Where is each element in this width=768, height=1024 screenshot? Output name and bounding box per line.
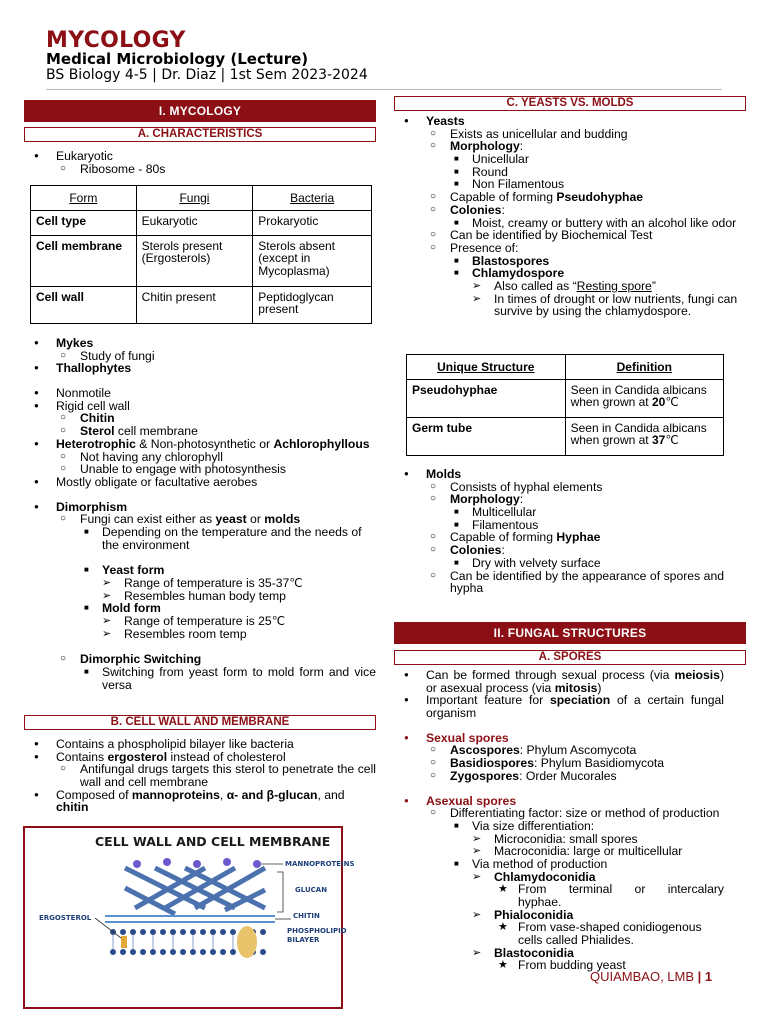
list-item: ■ Depending on the temperature and the needs of the environment	[102, 526, 376, 551]
list-item: ★ From terminal or intercalary hyphae.	[518, 883, 724, 908]
label-chitin: CHITIN	[293, 912, 320, 920]
page-meta: BS Biology 4-5 | Dr. Diaz | 1st Sem 2023-2024	[46, 67, 368, 83]
list-item: ● Mykes ○ Study of fungi	[56, 337, 376, 362]
list-item: ● Contains a phospholipid bilayer like bacteria	[56, 738, 376, 751]
list-item: ● Heterotrophic & Non-photosynthetic or Achlorophyllous ○ Not having any chlorophyll ○ Unable to engage with photosynthesis	[56, 438, 376, 476]
list-item: ➢ Range of temperature is 35-37℃	[124, 577, 376, 590]
list-item: ■ Filamentous	[472, 519, 724, 532]
list-item: ● Composed of mannoproteins, α- and β-glucan, and chitin	[56, 789, 376, 814]
table-row: Cell membrane Sterols present (Ergosterols) Sterols absent (except in Mycoplasma)	[31, 236, 372, 287]
list-item: ● Can be formed through sexual process (via meiosis) or asexual process (via mitosis)	[426, 669, 724, 694]
ergosterol-mark	[121, 936, 127, 948]
section-characteristics-label: A. CHARACTERISTICS	[137, 127, 263, 140]
table-header: Bacteria	[253, 186, 372, 211]
table-row: Cell wall Chitin present Peptidoglycan present	[31, 287, 372, 324]
list-item: ➢ Phialoconidia ★ From vase-shaped conidiogenous cells called Phialides.	[494, 909, 724, 947]
list-item: ● Contains ergosterol instead of cholesterol ○ Antifungal drugs targets this sterol to penetrate the cell wall and cell membrane	[56, 751, 376, 789]
section-fungal-structures-bar	[394, 622, 746, 644]
list-item: ■ Blastospores	[472, 255, 738, 268]
list-item: ➢ Resembles human body temp	[124, 590, 376, 603]
list-item: ○ Morphology: ■ Multicellular ■ Filamentous	[450, 493, 724, 531]
list-item: ○ Capable of forming Pseudohyphae	[450, 191, 738, 204]
list-item: ● Mostly obligate or facultative aerobes	[56, 476, 376, 489]
list-item: ➢ Microconidia: small spores	[494, 833, 724, 846]
molds-list	[394, 468, 724, 595]
section-characteristics-bar	[24, 127, 376, 142]
section-spores-label: A. SPORES	[538, 650, 602, 663]
list-item: ● Dimorphism ○ Fungi can exist either as yeast or molds ■ Depending on the temperature and the needs of the environment ■ Yeast form ➢ Range of temperature is 35-37℃ ➢ Resembles human body temp ■ Mold form ➢ Range of temperature is 25℃ ➢ Resembles room temp ○ Dimorphic Switching ■ Switching from yeast form to mold form and vice versa	[56, 501, 376, 692]
section-fungal-structures-label: II. FUNGAL STRUCTURES	[493, 625, 647, 640]
page-number: 1	[704, 969, 713, 984]
list-item: ● Important feature for speciation of a certain fungal organism	[426, 694, 724, 719]
list-item: ➢ Macroconidia: large or multicellular	[494, 845, 724, 858]
label-mannoproteins: MANNOPROTEINS	[285, 860, 355, 868]
list-item: ● Molds ○ Consists of hyphal elements ○ Morphology: ■ Multicellular ■ Filamentous ○ Capable of forming Hyphae ○ Colonies: ■ Dry with velvety surface ○ Can be identified by the appearance of spores and hypha	[426, 468, 724, 595]
section-mycology-bar	[24, 100, 376, 122]
list-item: ➢ Resembles room temp	[124, 628, 376, 641]
table-header: Unique Structure	[407, 355, 566, 380]
list-item: ★ From budding yeast	[518, 959, 724, 972]
list-item: ■ Chlamydospore ➢ Also called as “Resting spore” ➢ In times of drought or low nutrients, fungi can survive by using the chlamydospore.	[472, 267, 738, 318]
table-row: Cell type Eukaryotic Prokaryotic	[31, 211, 372, 236]
footer-author: QUIAMBAO, LMB	[590, 969, 695, 984]
table-row: Germ tube Seen in Candida albicans when grown at 37℃	[407, 418, 724, 456]
list-item: ○ Morphology: ■ Unicellular ■ Round ■ Non Filamentous	[450, 140, 738, 191]
list-item: ■ Moist, creamy or buttery with an alcohol like odor	[472, 217, 738, 230]
membrane-protein	[237, 926, 257, 958]
list-item: ■ Via method of production ➢ Chlamydoconidia ★ From terminal or intercalary hyphae. ➢ Phialoconidia ★ From vase-shaped conidiogenous cells called Phialides. ➢ Blastoconidia ★ From budding yeast	[472, 858, 724, 972]
label-glucan: GLUCAN	[295, 886, 328, 894]
list-item: ○ Exists as unicellular and budding	[450, 128, 738, 141]
list-item: ➢ Chlamydoconidia ★ From terminal or intercalary hyphae.	[494, 871, 724, 909]
list-item: ○ Unable to engage with photosynthesis	[80, 463, 376, 476]
table-header: Fungi	[136, 186, 253, 211]
list-item: ★ From vase-shaped conidiogenous cells called Phialides.	[518, 921, 724, 946]
footer-separator: |	[694, 969, 705, 984]
label-ergosterol: ERGOSTEROL	[39, 914, 92, 922]
list-item: ○ Sterol cell membrane	[80, 425, 376, 438]
header-divider	[46, 89, 722, 90]
unique-structure-table	[406, 354, 724, 456]
characteristics-list	[24, 150, 376, 175]
section-spores-bar	[394, 650, 746, 665]
list-item: ○ Colonies: ■ Moist, creamy or buttery with an alcohol like odor	[450, 204, 738, 229]
section-yeasts-molds-label: C. YEASTS VS. MOLDS	[506, 96, 634, 109]
list-item: ■ Multicellular	[472, 506, 724, 519]
page-title: MYCOLOGY	[46, 28, 186, 53]
list-item: ○ Not having any chlorophyll	[80, 451, 376, 464]
list-item: ➢ Also called as “Resting spore”	[494, 280, 738, 293]
list-item: ○ Chitin	[80, 412, 376, 425]
list-item: ○ Can be identified by the appearance of spores and hypha	[450, 570, 724, 595]
section-mycology-label: I. MYCOLOGY	[158, 103, 242, 118]
table-header: Form	[31, 186, 137, 211]
list-item: ➢ Blastoconidia ★ From budding yeast	[494, 947, 724, 972]
cell-wall-list	[24, 738, 376, 814]
list-item: ○ Can be identified by Biochemical Test	[450, 229, 738, 242]
list-item: ■ Unicellular	[472, 153, 738, 166]
mykes-list	[24, 337, 376, 692]
figure-title: CELL WALL AND CELL MEMBRANE	[95, 834, 331, 849]
page-subtitle: Medical Microbiology (Lecture)	[46, 50, 309, 68]
list-item: ● Nonmotile	[56, 387, 376, 400]
list-item: ■ Yeast form ➢ Range of temperature is 35-37℃ ➢ Resembles human body temp	[102, 564, 376, 602]
list-item: ■ Round	[472, 166, 738, 179]
list-item: ■ Via size differentiation: ➢ Microconidia: small spores ➢ Macroconidia: large or multicellular	[472, 820, 724, 858]
list-item: ● Rigid cell wall ○ Chitin ○ Sterol cell membrane	[56, 400, 376, 438]
list-item: ○ Zygospores: Order Mucorales	[450, 770, 724, 783]
list-item: ○ Colonies: ■ Dry with velvety surface	[450, 544, 724, 569]
list-item: ○ Antifungal drugs targets this sterol to penetrate the cell wall and cell membrane	[80, 763, 376, 788]
list-item: ○ Ribosome - 80s	[80, 163, 376, 176]
list-item: ➢ In times of drought or low nutrients, fungi can survive by using the chlamydospore.	[494, 293, 738, 318]
phospholipid-tails	[113, 935, 253, 949]
list-item: ➢ Range of temperature is 25℃	[124, 615, 376, 628]
list-item: ○ Capable of forming Hyphae	[450, 531, 724, 544]
list-item: ■ Switching from yeast form to mold form and vice versa	[102, 666, 376, 691]
list-item: ■ Non Filamentous	[472, 178, 738, 191]
table-row: Pseudohyphae Seen in Candida albicans when grown at 20℃	[407, 380, 724, 418]
section-cell-wall-label: B. CELL WALL AND MEMBRANE	[110, 715, 290, 728]
list-item: ○ Basidiospores: Phylum Basidiomycota	[450, 757, 724, 770]
list-item: ● Asexual spores ○ Differentiating factor: size or method of production ■ Via size differentiation: ➢ Microconidia: small spores ➢ Macroconidia: large or multicellular ■ Via method of production ➢ Chlamydoconidia ★ From terminal or intercalary hyphae. ➢ Phialoconidia ★ From vase-shaped conidiogenous cells called Phialides. ➢ Blastoconidia ★ From budding yeast	[426, 795, 724, 973]
list-item: ● Sexual spores ○ Ascospores: Phylum Ascomycota ○ Basidiospores: Phylum Basidiomycota ○ Zygospores: Order Mucorales	[426, 732, 724, 783]
list-item: ● Thallophytes	[56, 362, 376, 375]
list-item: ○ Ascospores: Phylum Ascomycota	[450, 744, 724, 757]
list-item: ○ Study of fungi	[80, 350, 376, 363]
list-item: ○ Consists of hyphal elements	[450, 481, 724, 494]
list-item: ○ Dimorphic Switching ■ Switching from yeast form to mold form and vice versa	[80, 653, 376, 691]
cell-wall-figure	[23, 826, 355, 1009]
page-footer	[590, 970, 712, 984]
list-item: ○ Fungi can exist either as yeast or molds ■ Depending on the temperature and the needs of the environment ■ Yeast form ➢ Range of temperature is 35-37℃ ➢ Resembles human body temp ■ Mold form ➢ Range of temperature is 25℃ ➢ Resembles room temp	[80, 513, 376, 640]
list-item: ● Yeasts ○ Exists as unicellular and budding ○ Morphology: ■ Unicellular ■ Round ■ Non Filamentous ○ Capable of forming Pseudohyphae ○ Colonies: ■ Moist, creamy or buttery with an alcohol like odor ○ Can be identified by Biochemical Test ○ Presence of: ■ Blastospores ■ Chlamydospore ➢ Also called as “Resting spore” ➢ In times of drought or low nutrients, fungi can survive by using the chlamydospore.	[426, 115, 738, 318]
list-item: ● Eukaryotic ○ Ribosome - 80s	[56, 150, 376, 175]
chitin-strands	[105, 916, 275, 922]
table-header: Definition	[565, 355, 723, 380]
glucan-lattice	[125, 868, 265, 914]
label-bilayer: BILAYER	[287, 936, 320, 944]
label-phospholipid: PHOSPHOLIPID	[287, 927, 347, 935]
list-item: ○ Presence of: ■ Blastospores ■ Chlamydospore ➢ Also called as “Resting spore” ➢ In times of drought or low nutrients, fungi can survive by using the chlamydospore.	[450, 242, 738, 318]
cell-wall-diagram	[25, 828, 355, 1007]
spores-list	[394, 669, 724, 972]
list-item: ■ Mold form ➢ Range of temperature is 25℃ ➢ Resembles room temp	[102, 602, 376, 640]
list-item: ■ Dry with velvety surface	[472, 557, 724, 570]
fungi-bacteria-table	[30, 185, 372, 324]
section-yeasts-molds-bar	[394, 96, 746, 111]
yeasts-list	[394, 115, 738, 318]
list-item: ○ Differentiating factor: size or method of production ■ Via size differentiation: ➢ Microconidia: small spores ➢ Macroconidia: large or multicellular ■ Via method of production ➢ Chlamydoconidia ★ From terminal or intercalary hyphae. ➢ Phialoconidia ★ From vase-shaped conidiogenous cells called Phialides. ➢ Blastoconidia ★ From budding yeast	[450, 807, 724, 972]
section-cell-wall-bar	[24, 715, 376, 730]
mannoprotein-dots	[133, 858, 261, 868]
